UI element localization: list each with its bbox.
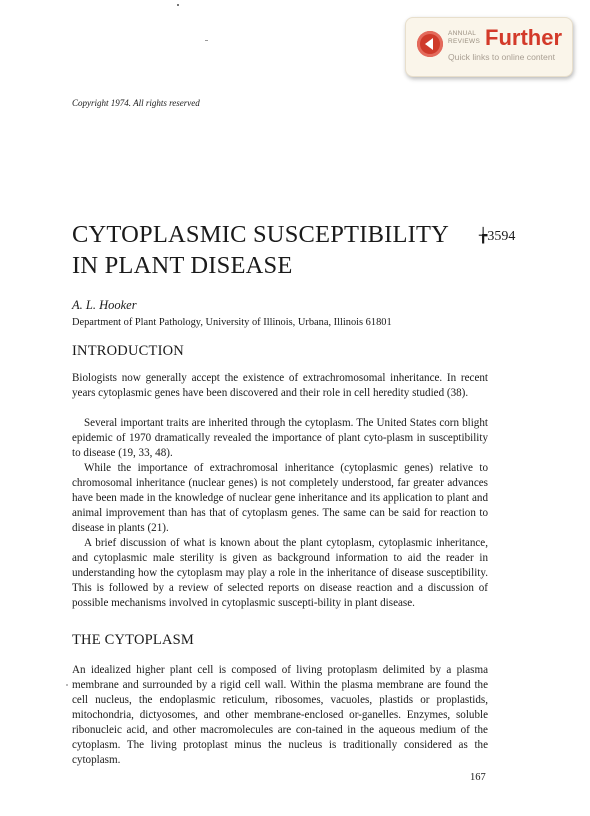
article-code: ╆3594 — [479, 229, 516, 244]
author-affiliation: Department of Plant Pathology, University of Illinois, Urbana, Illinois 61801 — [72, 317, 392, 328]
badge-publisher-label — [448, 30, 480, 46]
section-heading-cytoplasm: THE CYTOPLASM — [72, 632, 194, 648]
paragraph: Biologists now generally accept the existence of extrachromosomal inheritance. In recent years cytoplasmic genes have been discovered and their role in cell heredity studied (38). — [72, 372, 488, 399]
title-line-2: IN PLANT DISEASE — [72, 252, 293, 279]
paragraph: While the importance of extrachromosal inheritance (cytoplasmic genes) relative to chromosomal inheritance (nuclear genes) is not completely understood, far greater advances have been made in the knowledge of nuclear gene inheritance and its application to plant and animal improvement than has that of cytoplasm genes. The same can be said for reaction to disease in plants (21). — [72, 462, 488, 534]
article-title — [72, 219, 472, 281]
annual-reviews-further-badge[interactable] — [405, 17, 573, 77]
paragraph: A brief discussion of what is known about the plant cytoplasm, cytoplasmic inheritance, and cytoplasmic male sterility is given as background information to aid the reader in understanding how the cytoplasm may play a role in the inheritance of disease susceptibility. This is followed by a review of selected reports on disease reaction and a discussion of possible mechanisms involved in cytoplasmic suscepti-bility in plant disease. — [72, 537, 488, 609]
play-arrow-icon — [417, 31, 443, 57]
section-heading-introduction: INTRODUCTION — [72, 343, 184, 359]
paragraph: Several important traits are inherited through the cytoplasm. The United States corn blight epidemic of 1970 dramatically revealed the importance of plant cyto-plasm in susceptibility to disease (19, 33, 48). — [72, 417, 488, 459]
scan-speck — [66, 684, 68, 686]
page-number: 167 — [470, 772, 486, 783]
badge-tagline: Quick links to online content — [448, 52, 556, 62]
scan-speck — [177, 4, 179, 6]
badge-annual-text: ANNUAL — [448, 30, 477, 37]
paragraph: An idealized higher plant cell is composed of living protoplasm delimited by a plasma membrane and surrounded by a rigid cell wall. Within the plasma membrane are found the cell nucleus, the endoplasmic reticulum, ribosomes, vacuoles, plastids or proplastids, mitochondria, dictyosomes, and other membrane-enclosed or-ganelles. Enzymes, soluble ribonucleic acid, and other macromolecules are con-tained in the aqueous medium of the cytoplasm. The living protoplast minus the nucleus is traditionally considered as the cytoplasm. — [72, 664, 488, 766]
title-line-1: CYTOPLASMIC SUSCEPTIBILITY — [72, 221, 450, 248]
scan-speck — [205, 40, 208, 41]
author-name: A. L. Hooker — [72, 298, 137, 312]
badge-reviews-text: REVIEWS — [448, 38, 481, 45]
copyright-notice: Copyright 1974. All rights reserved — [72, 98, 200, 108]
badge-brand-text: Further — [485, 25, 562, 50]
